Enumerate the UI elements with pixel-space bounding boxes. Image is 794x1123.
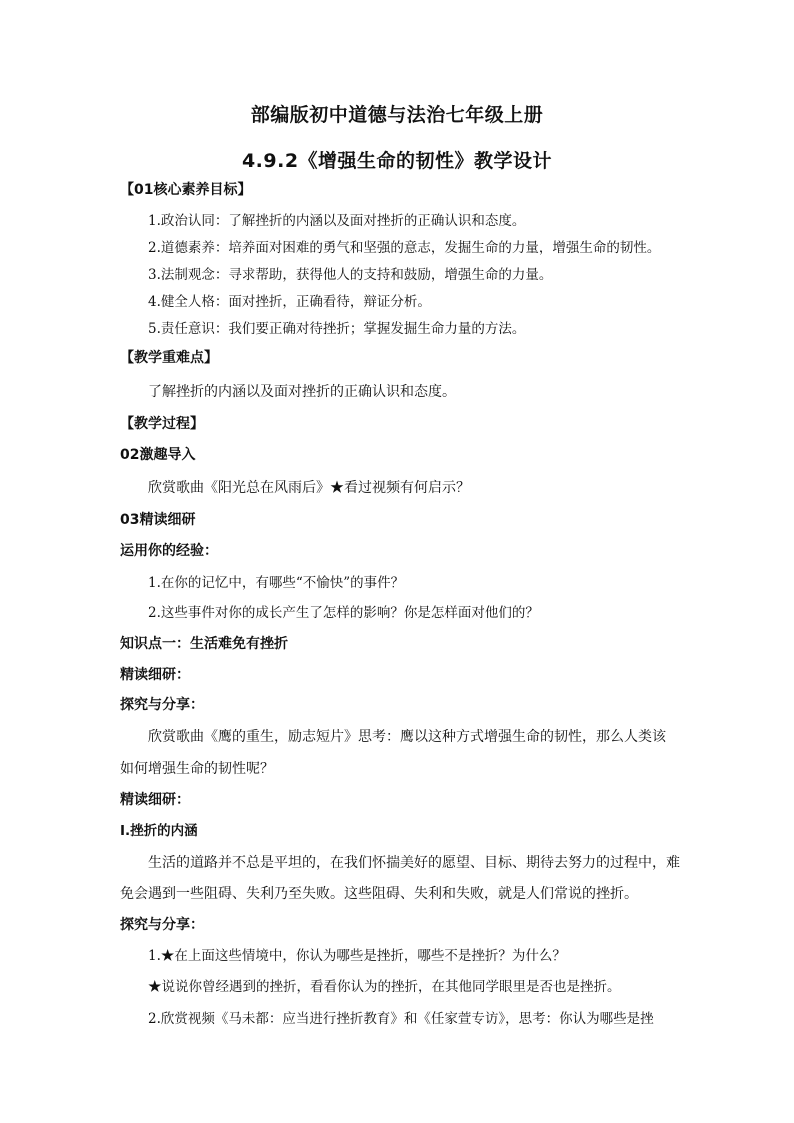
document-title-line2: 4.9.2《增强生命的韧性》教学设计 — [241, 150, 553, 172]
knowledge-point-1: 知识点一：生活难免有挫折 — [120, 636, 288, 652]
document-title-line1: 部编版初中道德与法治七年级上册 — [250, 104, 544, 126]
explore-item: 2.欣赏视频《马未都：应当进行挫折教育》和《任家萱专访》，思考：你认为哪些是挫 — [148, 1011, 654, 1027]
close-read-label: 精读细研： — [120, 667, 190, 683]
key-points-heading: 【教学重难点】 — [120, 350, 218, 366]
explore-share-label: 探究与分享： — [120, 917, 204, 933]
subheading-frustration-meaning: Ⅰ.挫折的内涵 — [120, 823, 198, 839]
core-goal-item: 4.健全人格：面对挫折，正确看待，辩证分析。 — [148, 294, 431, 310]
process-heading: 【教学过程】 — [120, 416, 204, 432]
study-heading: 03精读细研 — [120, 512, 196, 528]
core-goals-heading: 【01核心素养目标】 — [120, 182, 252, 198]
key-points-text: 了解挫折的内涵以及面对挫折的正确认识和态度。 — [148, 384, 456, 400]
intro-text: 欣赏歌曲《阳光总在风雨后》★看过视频有何启示？ — [148, 480, 470, 496]
core-goal-item: 1.政治认同：了解挫折的内涵以及面对挫折的正确认识和态度。 — [148, 213, 526, 229]
paragraph-line1: 生活的道路并不总是平坦的，在我们怀揣美好的愿望、目标、期待去努力的过程中，难 — [148, 855, 680, 871]
core-goal-item: 5.责任意识：我们要正确对待挫折；掌握发掘生命力量的方法。 — [148, 321, 526, 337]
close-read-label: 精读细研： — [120, 792, 190, 808]
experience-heading: 运用你的经验： — [120, 543, 218, 559]
explore-text-line1: 欣赏歌曲《鹰的重生，励志短片》思考：鹰以这种方式增强生命的韧性，那么人类该 — [148, 729, 666, 745]
paragraph-line2: 免会遇到一些阻碍、失利乃至失败。这些阻碍、失利和失败，就是人们常说的挫折。 — [120, 886, 638, 902]
explore-text-line2: 如何增强生命的韧性呢？ — [120, 761, 274, 777]
core-goal-item: 2.道德素养：培养面对困难的勇气和坚强的意志，发掘生命的力量，增强生命的韧性。 — [148, 240, 661, 256]
explore-item: ★说说你曾经遇到的挫折，看看你认为的挫折，在其他同学眼里是否也是挫折。 — [148, 979, 621, 995]
core-goal-item: 3.法制观念：寻求帮助，获得他人的支持和鼓励，增强生命的力量。 — [148, 267, 553, 283]
experience-item: 2.这些事件对你的成长产生了怎样的影响？你是怎样面对他们的？ — [148, 605, 539, 621]
explore-item: 1.★在上面这些情境中，你认为哪些是挫折，哪些不是挫折？为什么？ — [148, 948, 566, 964]
intro-heading: 02激趣导入 — [120, 447, 196, 463]
explore-share-label: 探究与分享： — [120, 697, 204, 713]
experience-item: 1.在你的记忆中，有哪些“不愉快”的事件？ — [148, 575, 405, 591]
